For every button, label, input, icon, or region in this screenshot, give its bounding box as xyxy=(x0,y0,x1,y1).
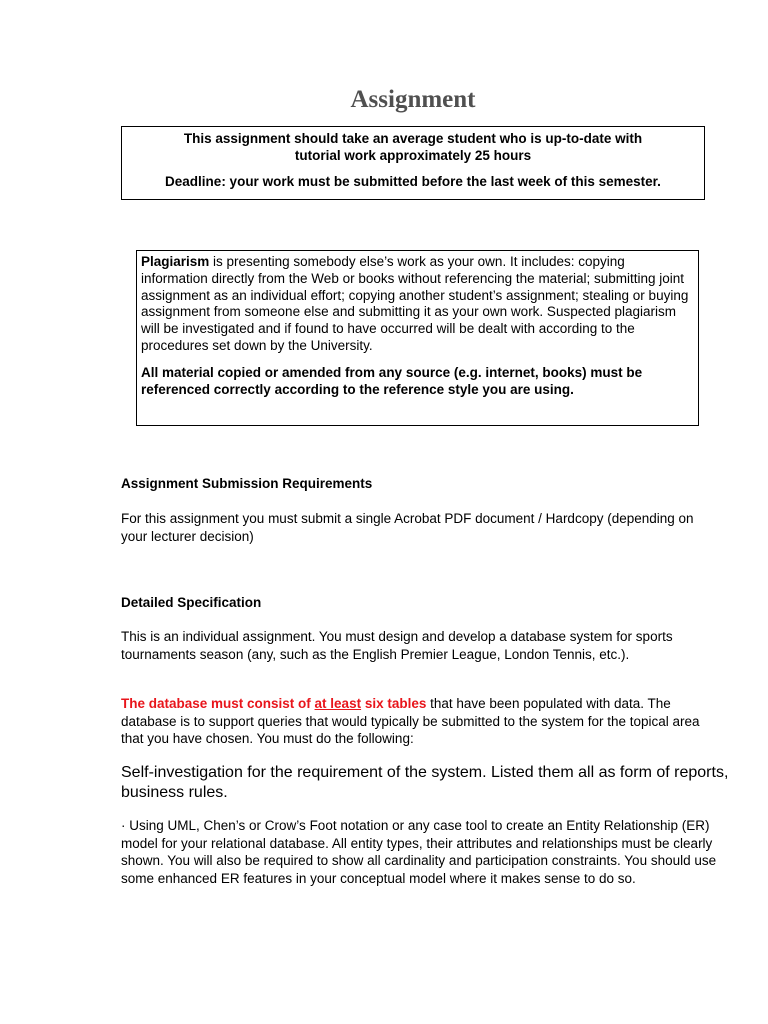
time-estimate-line-2: tutorial work approximately 25 hours xyxy=(294,148,532,163)
specification-heading: Detailed Specification xyxy=(121,595,262,610)
page-title: Assignment xyxy=(350,86,476,113)
er-model-task-text: Using UML, Chen’s or Crow’s Foot notation or any case tool to create an Entity Relationship (ER) model for your relational database. All entity types, their attributes and relationships must be clearly shown. You will also be required to show all cardinality and participation constraints. You should use some enhanced ER features in your conceptual model where it makes sense to do so. xyxy=(121,818,717,886)
time-estimate-line-1: This assignment should take an average student who is up-to-date with xyxy=(183,131,643,146)
time-deadline-box xyxy=(121,126,705,200)
deadline-text: Deadline: your work must be submitted before the last week of this semester. xyxy=(165,174,661,189)
bullet-marker: · xyxy=(121,818,126,833)
plagiarism-box xyxy=(136,250,699,426)
plagiarism-definition-text: is presenting somebody else’s work as your own. It includes: copying information directly from the Web or books without referencing the material; submitting joint assignment as an individual effort; copying another student’s assignment; stealing or buying assignment from someone else and submitting it as your own work. Suspected plagiarism will be investigated and if found to have occurred will be dealt with according to the procedures set down by the University. xyxy=(141,254,689,353)
requirement-six-tables: six tables xyxy=(361,696,427,711)
referencing-warning: All material copied or amended from any source (e.g. internet, books) must be referenced correctly according to the reference style you are using. xyxy=(141,364,643,397)
table-requirement xyxy=(121,695,721,748)
specification-intro: This is an individual assignment. You must design and develop a database system for sports tournaments season (any, such as the English Premier League, London Tennis, etc.). xyxy=(121,629,673,662)
requirement-part-1: The database must consist of xyxy=(121,696,315,711)
self-investigation-text: Self-investigation for the requirement of the system. Listed them all as form of reports, business rules. xyxy=(121,764,729,801)
plagiarism-definition xyxy=(141,254,694,355)
submission-heading: Assignment Submission Requirements xyxy=(121,476,373,491)
er-model-task xyxy=(121,817,721,887)
requirement-at-least: at least xyxy=(314,696,362,711)
requirement-rest: that have been populated with data. The database is to support queries that would typically be submitted to the system for the topical area that you have chosen. You must do the following: xyxy=(121,696,700,746)
submission-text: For this assignment you must submit a single Acrobat PDF document / Hardcopy (depending on your lecturer decision) xyxy=(121,511,694,544)
plagiarism-term: Plagiarism xyxy=(141,254,210,269)
